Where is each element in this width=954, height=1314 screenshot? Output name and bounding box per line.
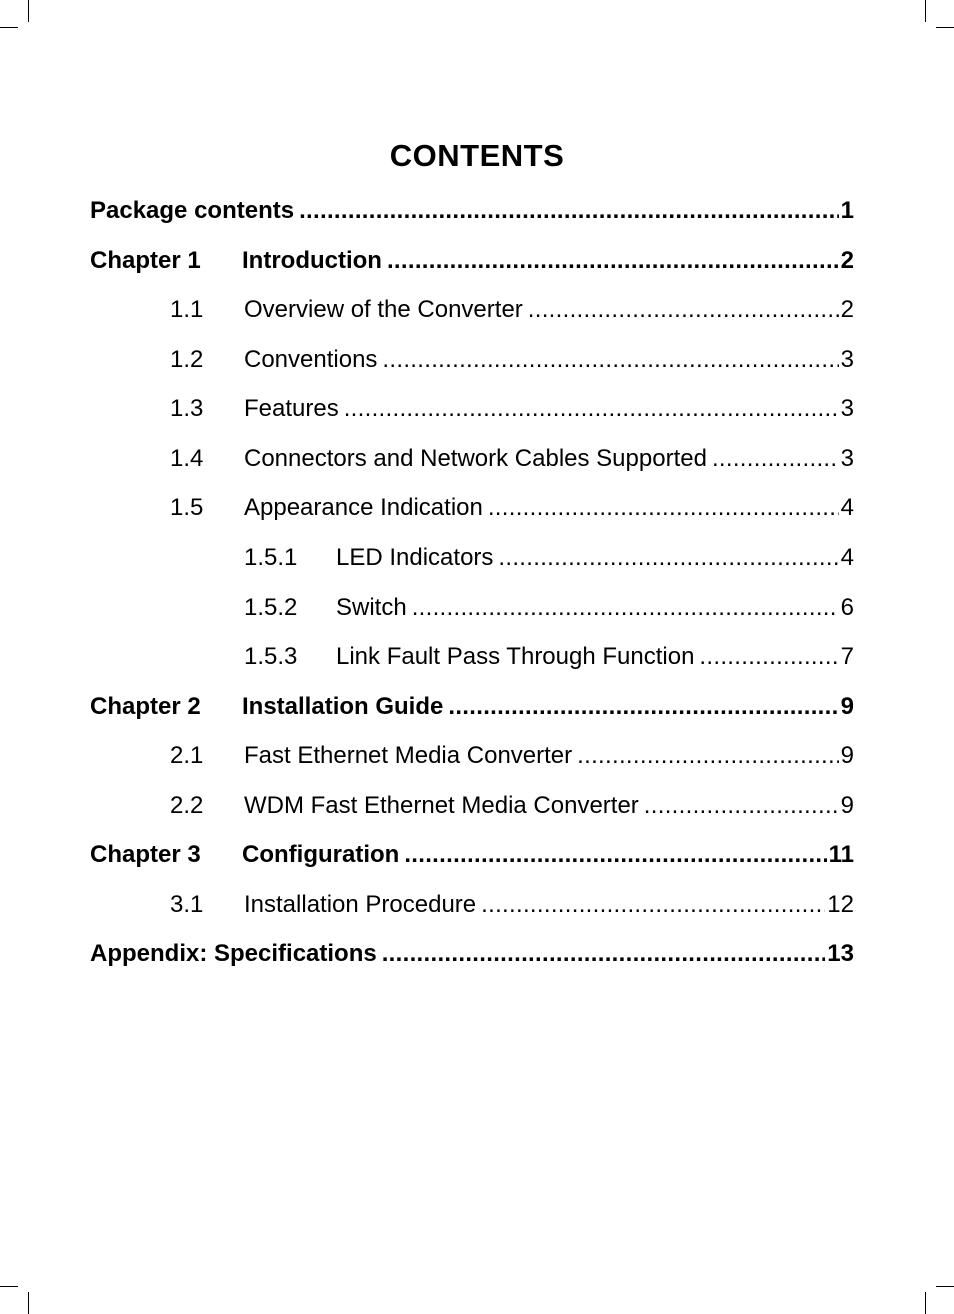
toc-entry-1-3[interactable] xyxy=(170,394,854,424)
dot-leader xyxy=(382,939,826,969)
toc-entry-package-contents[interactable] xyxy=(90,196,854,226)
toc-entry-1-5-3[interactable] xyxy=(244,642,854,672)
toc-entry-number: 1.4 xyxy=(170,445,204,472)
toc-entry-page: 11 xyxy=(828,841,854,868)
dot-leader xyxy=(299,196,839,226)
toc-entry-label: Configuration xyxy=(242,841,400,868)
toc-entry-2-1[interactable] xyxy=(170,741,854,771)
toc-entry-label: Installation Guide xyxy=(242,693,444,720)
toc-entry-number: Chapter 2 xyxy=(90,693,201,720)
toc-entry-label: Features xyxy=(244,395,339,422)
crop-mark-top-right-v xyxy=(925,0,926,22)
dot-leader xyxy=(387,246,839,276)
toc-entry-page: 7 xyxy=(840,643,854,670)
toc-entry-label: Link Fault Pass Through Function xyxy=(336,643,695,670)
toc-entry-label: Package contents xyxy=(90,197,295,224)
toc-entry-number: 1.5.3 xyxy=(244,643,298,670)
toc-entry-label: Appearance Indication xyxy=(244,494,483,521)
toc-entry-chapter-3[interactable] xyxy=(90,840,854,870)
toc-entry-1-2[interactable] xyxy=(170,345,854,375)
toc-entry-number: 3.1 xyxy=(170,891,204,918)
toc-entry-number: 1.2 xyxy=(170,346,204,373)
dot-leader xyxy=(644,791,839,821)
toc-entry-number: Chapter 1 xyxy=(90,247,201,274)
dot-leader xyxy=(404,840,826,870)
toc-entry-chapter-1[interactable] xyxy=(90,246,854,276)
crop-mark-bottom-left-v xyxy=(28,1292,29,1314)
toc-entry-page: 13 xyxy=(827,940,854,967)
toc-entry-label: Connectors and Network Cables Supported xyxy=(244,445,707,472)
toc-entry-chapter-2[interactable] xyxy=(90,692,854,722)
crop-mark-top-left-v xyxy=(28,0,29,22)
dot-leader xyxy=(448,692,838,722)
toc-entry-number: 1.1 xyxy=(170,296,204,323)
dot-leader xyxy=(382,345,838,375)
toc-entry-label: Installation Procedure xyxy=(244,891,477,918)
toc-entry-page: 2 xyxy=(840,296,854,323)
crop-mark-bottom-right-v xyxy=(925,1292,926,1314)
crop-mark-bottom-left-h xyxy=(0,1286,18,1287)
crop-mark-top-left-h xyxy=(0,27,18,28)
dot-leader xyxy=(412,593,839,623)
crop-mark-top-right-h xyxy=(936,27,954,28)
toc-entry-page: 12 xyxy=(827,891,854,918)
toc-entry-page: 2 xyxy=(840,247,854,274)
toc-entry-3-1[interactable] xyxy=(170,890,854,920)
toc-entry-1-5-2[interactable] xyxy=(244,593,854,623)
toc-entry-page: 1 xyxy=(840,197,854,224)
toc-entry-page: 9 xyxy=(840,742,854,769)
toc-entry-label: Introduction xyxy=(242,247,382,274)
toc-entry-label: Appendix: Specifications xyxy=(90,940,377,967)
toc-entry-number: 1.5 xyxy=(170,494,204,521)
dot-leader xyxy=(344,394,839,424)
toc-entry-page: 4 xyxy=(840,544,854,571)
dot-leader xyxy=(712,444,839,474)
toc-entry-number: 1.3 xyxy=(170,395,204,422)
toc-entry-label: Conventions xyxy=(244,346,378,373)
toc-entry-appendix[interactable] xyxy=(90,939,854,969)
dot-leader xyxy=(577,741,838,771)
dot-leader xyxy=(488,493,839,523)
toc-entry-page: 3 xyxy=(840,346,854,373)
toc-entry-1-5[interactable] xyxy=(170,493,854,523)
toc-entry-1-1[interactable] xyxy=(170,295,854,325)
toc-entry-label: Fast Ethernet Media Converter xyxy=(244,742,573,769)
toc-entry-number: 1.5.2 xyxy=(244,594,298,621)
dot-leader xyxy=(528,295,839,325)
toc-entry-number: 1.5.1 xyxy=(244,544,298,571)
toc-entry-2-2[interactable] xyxy=(170,791,854,821)
crop-mark-bottom-right-h xyxy=(936,1286,954,1287)
toc-entry-page: 4 xyxy=(840,494,854,521)
toc-entry-page: 9 xyxy=(840,792,854,819)
toc-entry-label: Overview of the Converter xyxy=(244,296,523,323)
toc-entry-number: 2.2 xyxy=(170,792,204,819)
toc-entry-1-4[interactable] xyxy=(170,444,854,474)
toc-entry-page: 3 xyxy=(840,445,854,472)
toc-entry-label: WDM Fast Ethernet Media Converter xyxy=(244,792,639,819)
toc-entry-page: 9 xyxy=(840,693,854,720)
toc-entry-1-5-1[interactable] xyxy=(244,543,854,573)
dot-leader xyxy=(498,543,838,573)
dot-leader xyxy=(481,890,825,920)
page-title: CONTENTS xyxy=(389,138,565,173)
toc-entry-number: Chapter 3 xyxy=(90,841,201,868)
toc-entry-page: 3 xyxy=(840,395,854,422)
dot-leader xyxy=(699,642,838,672)
toc-entry-label: Switch xyxy=(336,594,407,621)
toc-entry-number: 2.1 xyxy=(170,742,204,769)
toc-entry-page: 6 xyxy=(840,594,854,621)
toc-entry-label: LED Indicators xyxy=(336,544,494,571)
